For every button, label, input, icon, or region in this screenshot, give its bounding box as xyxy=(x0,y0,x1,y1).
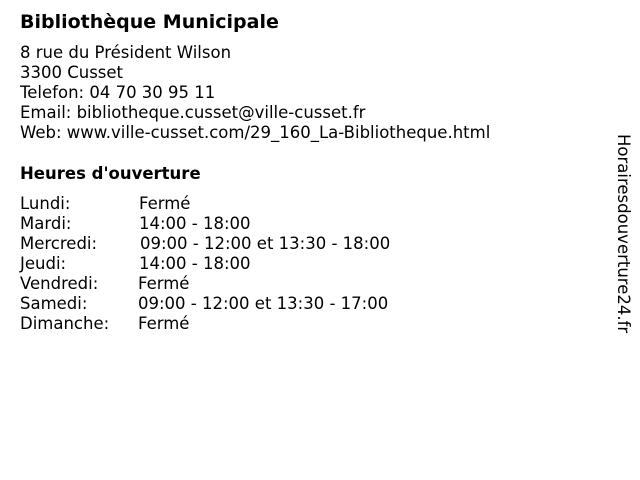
day-label: Mercredi: xyxy=(20,234,98,253)
day-label: Mardi: xyxy=(20,214,72,233)
library-name: Bibliothèque Municipale xyxy=(20,11,279,33)
address-city: 3300 Cusset xyxy=(20,63,124,82)
day-hours: Fermé xyxy=(138,274,190,293)
site-watermark: Horairesdouverture24.fr xyxy=(614,134,633,334)
address-street: 8 rue du Président Wilson xyxy=(20,43,232,62)
day-hours: 14:00 - 18:00 xyxy=(139,254,251,273)
website-url: Web: www.ville-cusset.com/29_160_La-Bibliotheque.html xyxy=(20,123,491,142)
email-address: Email: bibliotheque.cusset@ville-cusset.fr xyxy=(20,103,366,122)
day-hours: Fermé xyxy=(138,314,190,333)
day-label: Samedi: xyxy=(20,294,88,313)
day-hours: 14:00 - 18:00 xyxy=(139,214,251,233)
day-hours: 09:00 - 12:00 et 13:30 - 18:00 xyxy=(140,234,391,253)
day-hours: 09:00 - 12:00 et 13:30 - 17:00 xyxy=(138,294,389,313)
opening-hours-heading: Heures d'ouverture xyxy=(20,164,201,183)
day-label: Lundi: xyxy=(20,194,71,213)
phone-number: Telefon: 04 70 30 95 11 xyxy=(20,83,216,102)
day-hours: Fermé xyxy=(139,194,191,213)
day-label: Vendredi: xyxy=(20,274,99,293)
day-label: Jeudi: xyxy=(20,254,67,273)
day-label: Dimanche: xyxy=(20,314,110,333)
contact-info xyxy=(20,43,490,143)
